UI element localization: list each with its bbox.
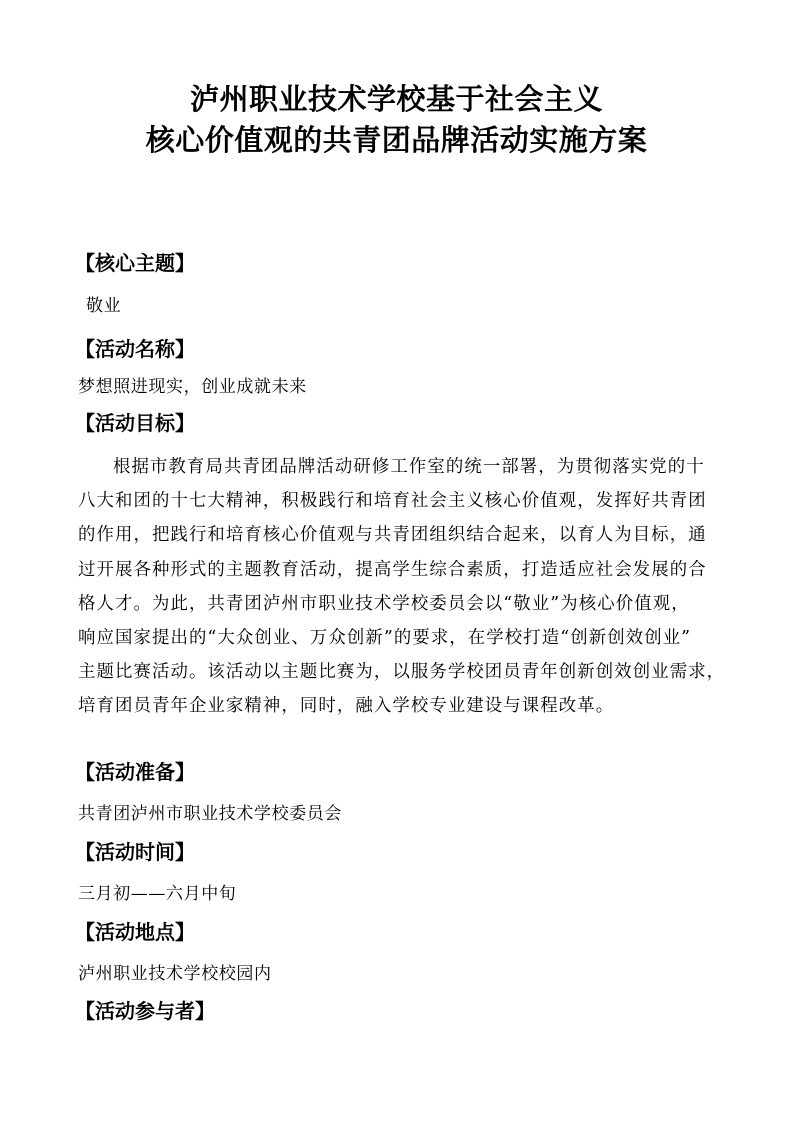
paragraph-line: 格人才。为此，共青团泸州市职业技术学校委员会以“敬业”为核心价值观， bbox=[78, 593, 690, 614]
document-title-line-2: 核心价值观的共青团品牌活动实施方案 bbox=[145, 123, 648, 157]
paragraph-line: 八大和团的十七大精神，积极践行和培育社会主义核心价值观，发挥好共青团 bbox=[78, 491, 707, 512]
section-heading-activity-goal: 【活动目标】 bbox=[75, 411, 195, 435]
section-content-activity-location: 泸州职业技术学校校园内 bbox=[78, 964, 272, 984]
paragraph-line: 培育团员青年企业家精神，同时，融入学校专业建设与课程改革。 bbox=[78, 696, 615, 717]
section-content-activity-name: 梦想照进现实，创业成就未来 bbox=[78, 377, 307, 397]
section-content-activity-preparation: 共青团泸州市职业技术学校委员会 bbox=[78, 804, 342, 824]
document-title-line-1: 泸州职业技术学校基于社会主义 bbox=[189, 82, 603, 116]
paragraph-line: 根据市教育局共青团品牌活动研修工作室的统一部署，为贯彻落实党的十 bbox=[113, 457, 705, 477]
section-content-activity-goal bbox=[78, 450, 726, 724]
paragraph-line: 主题比赛活动。该活动以主题比赛为，以服务学校团员青年创新创效创业需求， bbox=[78, 662, 726, 683]
section-heading-activity-name: 【活动名称】 bbox=[75, 337, 195, 361]
section-content-core-theme: 敬业 bbox=[86, 296, 122, 316]
paragraph-line: 响应国家提出的“大众创业、万众创新”的要求，在学校打造“创新创效创业” bbox=[78, 628, 692, 649]
section-heading-activity-location: 【活动地点】 bbox=[75, 920, 195, 944]
section-content-activity-time: 三月初——六月中旬 bbox=[78, 884, 237, 904]
section-heading-activity-preparation: 【活动准备】 bbox=[75, 760, 195, 784]
paragraph-line: 过开展各种形式的主题教育活动，提高学生综合素质，打造适应社会发展的合 bbox=[78, 559, 707, 580]
section-heading-core-theme: 【核心主题】 bbox=[75, 251, 195, 275]
section-heading-activity-time: 【活动时间】 bbox=[75, 840, 195, 864]
section-heading-activity-participants: 【活动参与者】 bbox=[75, 999, 215, 1023]
paragraph-line: 的作用，把践行和培育核心价值观与共青团组织结合起来，以育人为目标，通 bbox=[78, 525, 707, 546]
